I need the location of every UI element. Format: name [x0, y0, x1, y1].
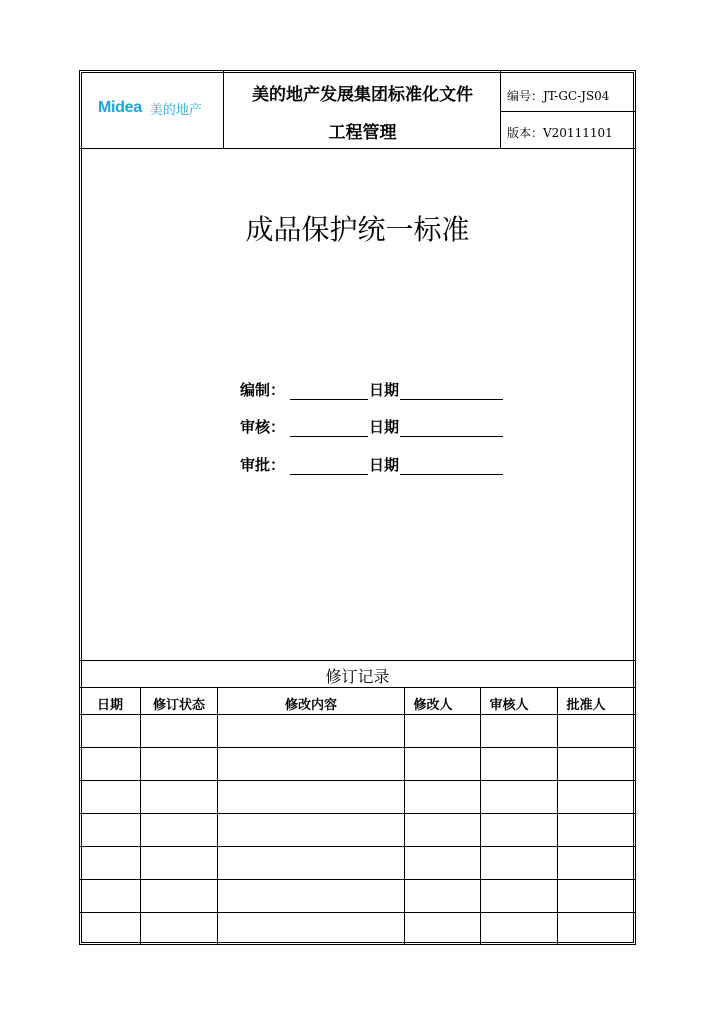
col-approver: 批准人 [566, 698, 606, 713]
signoff-row-compile [240, 376, 503, 400]
name-blank [290, 381, 368, 400]
header-col-line-1 [223, 71, 224, 149]
table-col-line [217, 687, 218, 944]
revision-title-line [80, 687, 635, 688]
date-blank [400, 418, 503, 437]
signoff-row-review [240, 413, 503, 437]
logo-chinese: 美的地产 [149, 102, 202, 118]
date-blank [400, 381, 503, 400]
date-blank [400, 456, 503, 475]
revision-title: 修订记录 [325, 667, 390, 686]
signoff-label: 审批： [240, 456, 286, 474]
header-divider [80, 148, 635, 149]
col-date: 日期 [96, 698, 123, 713]
table-col-line [557, 687, 558, 944]
col-modifier: 修改人 [413, 698, 453, 713]
table-row-line [80, 780, 635, 781]
date-label: 日期 [369, 456, 400, 474]
header-meta-divider [500, 111, 635, 112]
col-content: 修改内容 [284, 698, 337, 713]
logo-wordmark: Midea [98, 99, 142, 116]
header-subtitle: 工程管理 [328, 123, 397, 143]
header-col-line-2 [500, 71, 501, 149]
signoff-label: 审核： [240, 418, 286, 436]
midea-logo [98, 94, 202, 122]
signoff-label: 编制： [240, 381, 286, 399]
table-col-line [404, 687, 405, 944]
table-row-line [80, 912, 635, 913]
signoff-row-approve [240, 451, 503, 475]
table-row-line [80, 879, 635, 880]
table-col-line [480, 687, 481, 944]
table-row-line [80, 747, 635, 748]
table-row-line [80, 813, 635, 814]
document-code: 编号：JT-GC-JS04 [507, 89, 610, 103]
document-version: 版本：V20111101 [507, 126, 613, 140]
date-label: 日期 [369, 418, 400, 436]
col-status: 修订状态 [152, 698, 205, 713]
table-row-line [80, 846, 635, 847]
table-col-line [140, 687, 141, 944]
name-blank [290, 456, 368, 475]
date-label: 日期 [369, 381, 400, 399]
header-title: 美的地产发展集团标准化文件 [252, 85, 473, 105]
table-row-line [80, 714, 635, 715]
document-title: 成品保护统一标准 [245, 213, 470, 246]
name-blank [290, 418, 368, 437]
revision-top-line [80, 660, 635, 661]
col-reviewer: 审核人 [489, 698, 529, 713]
